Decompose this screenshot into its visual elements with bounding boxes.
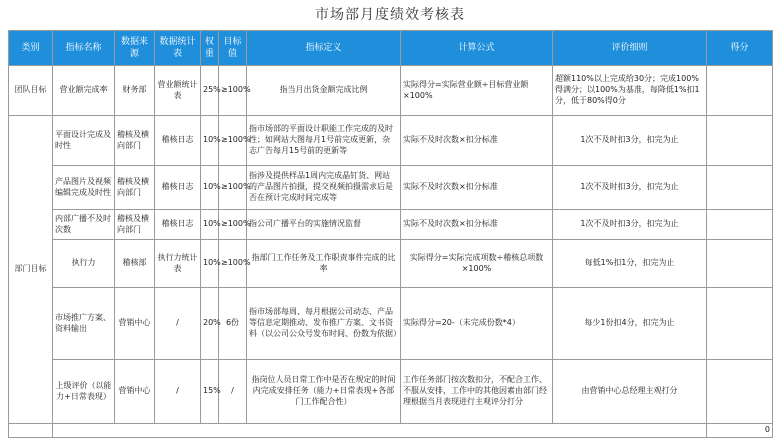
- cell-weight[interactable]: 20%: [201, 288, 219, 360]
- cell-name[interactable]: 产品图片及视频编辑完成及时性: [53, 166, 115, 210]
- cell-definition[interactable]: 指当月出货金额完成比例: [247, 66, 401, 116]
- cell-stat[interactable]: 稽核日志: [155, 210, 201, 240]
- header-rule[interactable]: 评价细则: [553, 31, 707, 66]
- cell-stat[interactable]: 营业额统计表: [155, 66, 201, 116]
- cell-score[interactable]: [707, 288, 773, 360]
- header-data-source[interactable]: 数据来源: [115, 31, 155, 66]
- page-title: 市场部月度绩效考核表: [315, 7, 465, 23]
- cell-name[interactable]: 内部广播不及时次数: [53, 210, 115, 240]
- table-row: [9, 360, 773, 424]
- total-span-cell: [53, 424, 707, 438]
- header-indicator-name[interactable]: 指标名称: [53, 31, 115, 66]
- cell-weight[interactable]: 10%: [201, 240, 219, 288]
- cell-name[interactable]: 营业额完成率: [53, 66, 115, 116]
- table-row: [9, 240, 773, 288]
- cell-target[interactable]: ≥100%: [219, 166, 247, 210]
- cell-stat[interactable]: /: [155, 360, 201, 424]
- cell-target[interactable]: ≥100%: [219, 210, 247, 240]
- cell-weight[interactable]: 15%: [201, 360, 219, 424]
- cell-rule[interactable]: 1次不及时扣3分，扣完为止: [553, 210, 707, 240]
- table-row: [9, 288, 773, 360]
- cell-stat[interactable]: /: [155, 288, 201, 360]
- cell-definition[interactable]: 指公司广播平台的实施情况监督: [247, 210, 401, 240]
- cell-rule[interactable]: 每少1份扣4分，扣完为止: [553, 288, 707, 360]
- header-weight[interactable]: 权重: [201, 31, 219, 66]
- cell-score[interactable]: [707, 66, 773, 116]
- table-row: [9, 210, 773, 240]
- cell-definition[interactable]: 指部门工作任务及工作职责事件完成的比率: [247, 240, 401, 288]
- header-target[interactable]: 目标值: [219, 31, 247, 66]
- cell-definition[interactable]: 指市场部的平面设计职能工作完成的及时性；如网站大图每月1号前完成更新，杂志广告每月15号前的更新等: [247, 116, 401, 166]
- cell-stat[interactable]: 执行力统计表: [155, 240, 201, 288]
- cell-definition[interactable]: 指岗位人员日常工作中是否在规定的时间内完成安排任务（能力+日常表现+各部门工作配合性）: [247, 360, 401, 424]
- cell-rule[interactable]: 每低1%扣1分，扣完为止: [553, 240, 707, 288]
- cell-formula[interactable]: 工作任务部门按次数扣分，不配合工作、不服从安排，工作中的其他因素由部门经理根据当月表现进行主观评分打分: [401, 360, 553, 424]
- cell-score[interactable]: [707, 240, 773, 288]
- cell-rule[interactable]: 1次不及时扣3分，扣完为止: [553, 166, 707, 210]
- performance-table: [8, 30, 773, 438]
- header-row: [9, 31, 773, 66]
- cell-rule[interactable]: 由营销中心总经理主观打分: [553, 360, 707, 424]
- cell-formula[interactable]: 实际得分=实际营业额÷目标营业额×100%: [401, 66, 553, 116]
- cell-rule[interactable]: 1次不及时扣3分，扣完为止: [553, 116, 707, 166]
- cell-target[interactable]: 6份: [219, 288, 247, 360]
- cell-score[interactable]: [707, 360, 773, 424]
- cell-definition[interactable]: 指涉及提供样品1周内完成晶钉货、网站的产品图片拍摄，提交视频拍摄需求后是否在预计完成时间完成等: [247, 166, 401, 210]
- cell-source[interactable]: 营销中心: [115, 288, 155, 360]
- cell-formula[interactable]: 实际不及时次数×扣分标准: [401, 116, 553, 166]
- cell-source[interactable]: 稽核及横向部门: [115, 210, 155, 240]
- table-row: [9, 116, 773, 166]
- total-row: [9, 424, 773, 438]
- cell-name[interactable]: 上级评价（以能力+日常表现）: [53, 360, 115, 424]
- total-blank-cell: [9, 424, 53, 438]
- cell-source[interactable]: 营销中心: [115, 360, 155, 424]
- cell-weight[interactable]: 25%: [201, 66, 219, 116]
- cell-rule[interactable]: 超额110%以上完成给30分；完成100%得满分；以100%为基准，每降低1%扣1分，低于80%得0分: [553, 66, 707, 116]
- cell-target[interactable]: ≥100%: [219, 240, 247, 288]
- cell-definition[interactable]: 指市场部每周、每月根据公司动态、产品等信息定期推动、发布推广方案、文书资料（以公司公众号发布时间、份数为依据）: [247, 288, 401, 360]
- category-dept-cell[interactable]: 部门目标: [9, 116, 53, 424]
- cell-score[interactable]: [707, 166, 773, 210]
- cell-formula[interactable]: 实际得分=20-（未完成份数*4）: [401, 288, 553, 360]
- cell-formula[interactable]: 实际得分=实际完成项数÷稽核总项数×100%: [401, 240, 553, 288]
- cell-target[interactable]: ≥100%: [219, 66, 247, 116]
- table-row: [9, 66, 773, 116]
- header-category[interactable]: 类别: [9, 31, 53, 66]
- cell-weight[interactable]: 10%: [201, 116, 219, 166]
- cell-source[interactable]: 财务部: [115, 66, 155, 116]
- cell-source[interactable]: 稽核及横向部门: [115, 166, 155, 210]
- category-team-cell[interactable]: 团队目标: [9, 66, 53, 116]
- table-row: [9, 166, 773, 210]
- cell-score[interactable]: [707, 116, 773, 166]
- total-score-cell[interactable]: 0: [707, 424, 773, 438]
- cell-target[interactable]: /: [219, 360, 247, 424]
- cell-target[interactable]: ≥100%: [219, 116, 247, 166]
- cell-stat[interactable]: 稽核日志: [155, 116, 201, 166]
- cell-name[interactable]: 执行力: [53, 240, 115, 288]
- cell-weight[interactable]: 10%: [201, 166, 219, 210]
- cell-source[interactable]: 稽核部: [115, 240, 155, 288]
- cell-name[interactable]: 市场推广方案、资料输出: [53, 288, 115, 360]
- cell-name[interactable]: 平面设计完成及时性: [53, 116, 115, 166]
- header-data-stat[interactable]: 数据统计表: [155, 31, 201, 66]
- cell-weight[interactable]: 10%: [201, 210, 219, 240]
- cell-source[interactable]: 稽核及横向部门: [115, 116, 155, 166]
- header-definition[interactable]: 指标定义: [247, 31, 401, 66]
- cell-formula[interactable]: 实际不及时次数×扣分标准: [401, 210, 553, 240]
- header-score[interactable]: 得分: [707, 31, 773, 66]
- header-formula[interactable]: 计算公式: [401, 31, 553, 66]
- cell-formula[interactable]: 实际不及时次数×扣分标准: [401, 166, 553, 210]
- cell-stat[interactable]: 稽核日志: [155, 166, 201, 210]
- cell-score[interactable]: [707, 210, 773, 240]
